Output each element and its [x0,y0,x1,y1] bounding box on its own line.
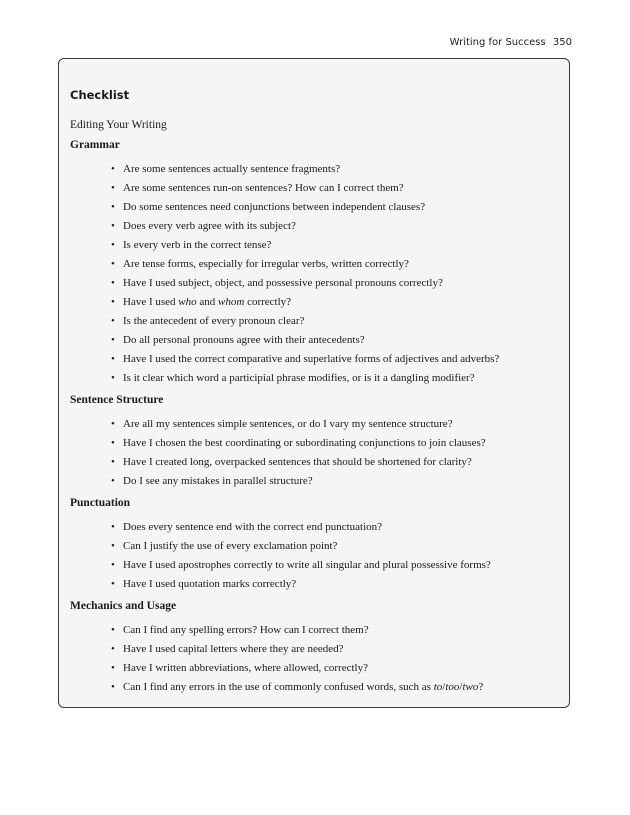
book-title: Writing for Success [449,37,546,48]
italic-term: to [433,681,443,693]
list-item: • Have I used apostrophes correctly to write all singular and plural possessive forms? [111,556,557,575]
bullet-list [70,518,557,594]
list-item: • Have I used subject, object, and possessive personal pronouns correctly? [111,274,557,293]
checklist-section [70,598,557,697]
italic-term: whom [218,296,245,308]
italic-term: who [178,296,197,308]
list-item: • Is every verb in the correct tense? [111,236,557,255]
list-item: • Have I chosen the best coordinating or subordinating conjunctions to join clauses? [111,434,557,453]
section-heading: Punctuation [70,497,131,509]
list-item: • Can I find any spelling errors? How can I correct them? [111,621,557,640]
section-heading: Mechanics and Usage [70,600,177,612]
section-heading: Sentence Structure [70,394,164,406]
checklist-subtitle: Editing Your Writing [70,119,167,131]
running-header [450,37,572,48]
list-item: • Have I used who and whom correctly? [111,293,557,312]
checklist-sections [70,137,557,697]
section-heading: Grammar [70,139,120,151]
checklist-box [58,58,570,708]
bullet-list [70,415,557,491]
list-item: • Have I written abbreviations, where allowed, correctly? [111,659,557,678]
list-item: • Have I used capital letters where they are needed? [111,640,557,659]
list-item: • Do I see any mistakes in parallel structure? [111,472,557,491]
list-item: • Can I justify the use of every exclamation point? [111,537,557,556]
list-item: • Does every sentence end with the correct end punctuation? [111,518,557,537]
checklist-title: Checklist [70,88,130,102]
list-item: • Is it clear which word a participial phrase modifies, or is it a dangling modifier? [111,369,557,388]
list-item: • Are tense forms, especially for irregular verbs, written correctly? [111,255,557,274]
bullet-list [70,621,557,697]
italic-term: two [462,681,479,693]
list-item: • Are all my sentences simple sentences, or do I vary my sentence structure? [111,415,557,434]
checklist-section [70,495,557,594]
list-item: • Can I find any errors in the use of commonly confused words, such as to/too/two? [111,678,557,697]
list-item: • Have I used the correct comparative and superlative forms of adjectives and adverbs? [111,350,557,369]
list-item: • Have I created long, overpacked sentences that should be shortened for clarity? [111,453,557,472]
list-item: • Do some sentences need conjunctions between independent clauses? [111,198,557,217]
list-item: • Have I used quotation marks correctly? [111,575,557,594]
list-item: • Does every verb agree with its subject? [111,217,557,236]
list-item: • Are some sentences run-on sentences? How can I correct them? [111,179,557,198]
list-item: • Are some sentences actually sentence fragments? [111,160,557,179]
list-item: • Do all personal pronouns agree with their antecedents? [111,331,557,350]
bullet-list [70,160,557,388]
list-item: • Is the antecedent of every pronoun clear? [111,312,557,331]
checklist-section [70,137,557,388]
page-number: 350 [552,37,572,48]
italic-term: too [445,681,460,693]
checklist-section [70,392,557,491]
